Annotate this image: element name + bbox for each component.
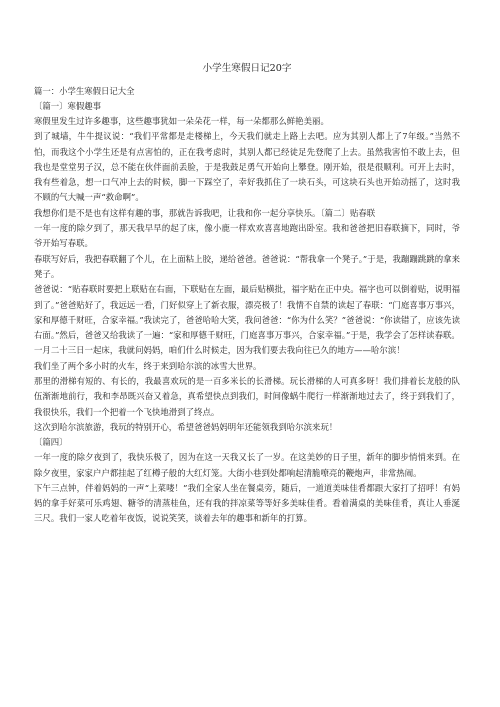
paragraph: 下午三点钟，伴着妈妈的一声“上菜喽！”我们全家人坐在餐桌旁，随后，一道道美味佳肴都跟大家打了招呼！有妈妈的拿手好菜可乐鸡翅、糖爷的清蒸桂鱼，还有我的拌凉菜等等好多美味佳肴。看着满桌的美味佳肴，真让人垂涎三尺。我们一家人吃着年夜饭，说说笑笑，谈着去年的趣事和新年的打算。 — [34, 482, 460, 524]
document-title: 小学生寒假日记20字 — [202, 63, 292, 74]
paragraph: 这次到哈尔滨旅游，我玩的特别开心，希望爸爸妈妈明年还能领我到哈尔滨来玩！ — [34, 421, 338, 432]
paragraph: 一年一度的除夕到了，那天我早早的起了床，像小鹿一样欢欢喜喜地跑出卧室。我和爸爸把旧春联摘下，同时，爷爷开始写春联。 — [34, 223, 460, 249]
paragraph: 爸爸说：“贴春联时要把上联贴在右面，下联贴在左面，最后贴横批，福字贴在正中央。福字也可以倒着贴，说明福到了。”爸爸贴好了，我远远一看，门好似穿上了新衣服，漂亮极了！我情不自禁的读起了春联：“门庭喜事万事兴，家和厚德千财旺，合家幸福。”我读完了，爸爸哈哈大笑，我问爸爸：“你为什么笑？”爸爸说：“你读错了，应该先读右面。”然后，爸爸又给我读了一遍：“家和厚德千财旺，门庭喜事万事兴，合家幸福。”于是，我学会了怎样读春联。 — [34, 284, 460, 341]
paragraph: 我想你们是不是也有这样有趣的事，那就告诉我吧，让我和你一起分享快乐。〔篇二〕贴春联 — [34, 207, 376, 218]
document-subtitle: 篇一：小学生寒假日记大全 — [34, 86, 135, 96]
paragraph: 一年一度的除夕夜到了，我快乐极了，因为在这一天我又长了一岁。在这美妙的日子里，新年的脚步悄悄来到。在除夕夜里，家家户户都挂起了红樽子般的大红灯笼。大街小巷到处都响起清脆嘹亮的鞭炮声，非常热闹。 — [34, 452, 460, 478]
section-label-1: 〔篇一〕寒假趣事 — [34, 101, 101, 111]
paragraph: 到了城墙，牛牛提议说：“我们平常都是走楼梯上，今天我们就走上路上去吧。应为其别人都上了7年级。”当然不怕，而我这个小学生还是有点害怕的，正在我考虑时，其别人都已经徒足先登爬了上去。虽然我害怕不敢上去，但我也是堂堂男子汉，总不能在伙伴面前丢脸，于是我鼓足勇气开始向上攀登。刚开始，很是很顺利。可开上去时，我有些着急，想一口气冲上去的时候，脚一下踩空了，幸好我抓住了一块石头，可这块石头也开始动摇了，这时我不顾的气大喊一声“救命啊”。 — [34, 131, 460, 203]
paragraph: 那里的滑梯有短的、有长的，我最喜欢玩的是一百多米长的长滑梯。玩长滑梯的人可真多呀！我们排着长龙般的队伍渐渐地前行，我和李昂既兴奋又着急，真希望快点到我们，时间像蜗牛爬行一样渐渐地过去了，终于到我们了，我很快乐，我们一个把着一个飞快地滑到了终点。 — [34, 376, 460, 417]
paragraph: 我们坐了两个多小时的火车，终于来到哈尔滨的冰雪大世界。 — [34, 360, 262, 371]
paragraph: 春联写好后，我把春联翻了个儿，在上面粘上胶，递给爸爸。爸爸说：“帮我拿一个凳子。”于是，我蹦蹦跳跳的拿来凳子。 — [34, 253, 460, 279]
paragraph: 一月二十三日一起床，我就问妈妈，咱们什么时候走，因为我们要去我向往已久的地方——哈尔滨！ — [34, 345, 405, 356]
section-label-4: 〔篇四〕 — [34, 437, 68, 448]
paragraph: 寒假里发生过许多趣事，这些趣事犹如一朵朵花一样，每一朵都那么鲜艳美丽。 — [34, 116, 329, 126]
